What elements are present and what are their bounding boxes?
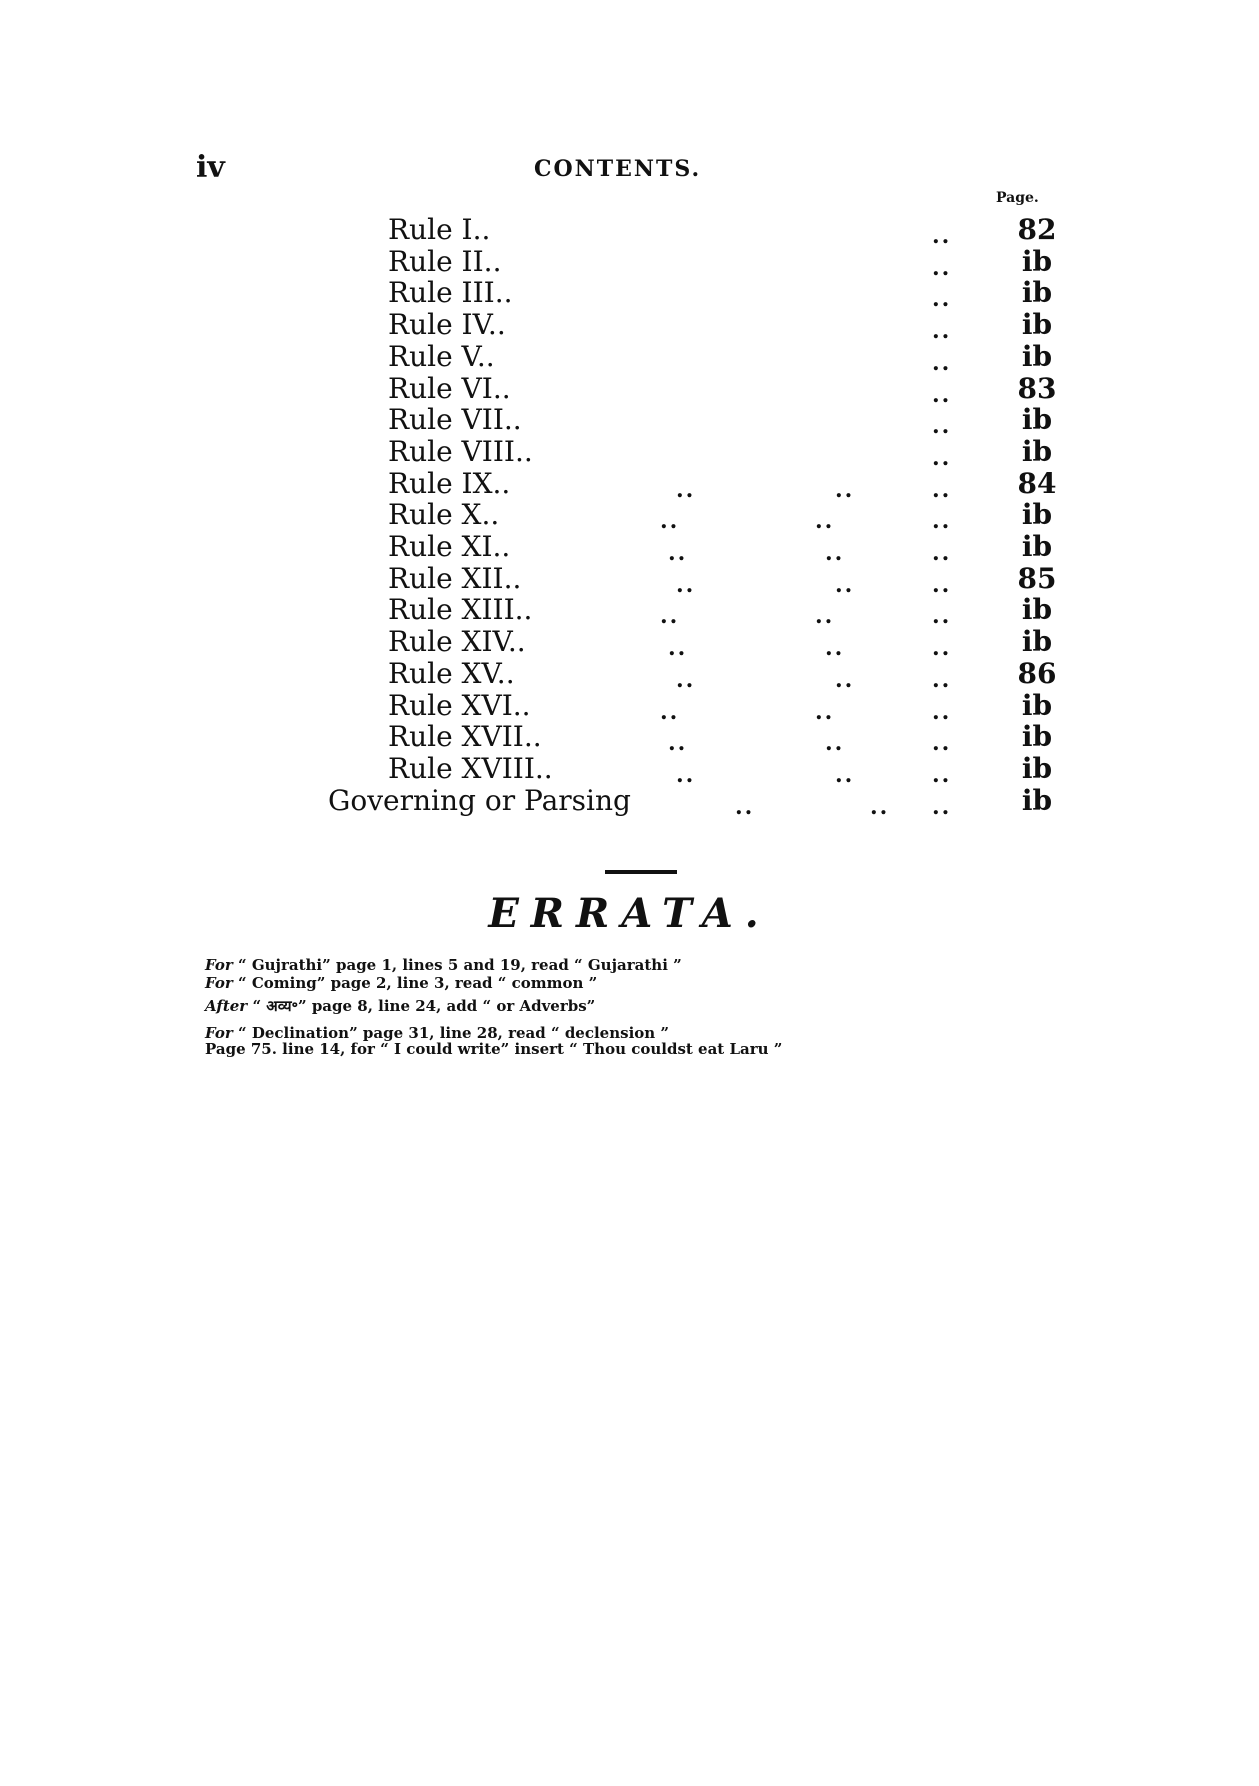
- toc-row: [0, 244, 1259, 281]
- toc-entry-page: 85: [1017, 561, 1057, 595]
- dot-leader: ..: [668, 730, 688, 757]
- page-column-label: Page.: [996, 190, 1039, 206]
- toc-entry-page: 84: [1017, 466, 1057, 500]
- dot-leader: ..: [676, 571, 696, 598]
- dot-leader: ..: [815, 698, 835, 725]
- dot-leader: ..: [676, 476, 696, 503]
- errata-line-text: “ अव्य॰” page 8, line 24, add “ or Adverbs”: [252, 997, 596, 1015]
- toc-row: [0, 213, 1259, 249]
- toc-entry-page: ib: [1021, 593, 1053, 627]
- errata-line-text: “ Gujrathi” page 1, lines 5 and 19, read “ Gujarathi ”: [237, 956, 682, 974]
- dot-leader: ..: [932, 223, 952, 249]
- dot-leader: ..: [735, 793, 755, 820]
- toc-row: [0, 434, 1259, 471]
- toc-entry-page: ib: [1021, 751, 1053, 785]
- toc-entry-label: Rule IV..: [388, 308, 506, 342]
- toc-entry-label: Rule XIV..: [388, 625, 526, 659]
- toc-entry-page: ib: [1021, 308, 1053, 342]
- errata-line: [205, 956, 682, 974]
- toc-entry-label: Rule XV..: [388, 656, 515, 690]
- dot-leader: ..: [932, 603, 952, 630]
- dot-leader: ..: [932, 444, 952, 471]
- toc-row: [0, 593, 1259, 630]
- page-number: iv: [196, 150, 225, 185]
- dot-leader: ..: [668, 635, 688, 662]
- toc-row: [0, 656, 1259, 693]
- toc-entry-label: Rule XII..: [388, 561, 522, 595]
- toc-entry-page: ib: [1021, 434, 1053, 468]
- dot-leader: ..: [932, 318, 952, 345]
- toc-row: [0, 498, 1259, 535]
- dot-leader: ..: [932, 761, 952, 788]
- toc-entry-page: ib: [1021, 688, 1053, 722]
- dot-leader: ..: [932, 698, 952, 725]
- toc-entry-label: Rule XIII..: [388, 593, 533, 627]
- dot-leader: ..: [815, 603, 835, 630]
- toc-row: [0, 308, 1259, 345]
- dot-leader: ..: [932, 476, 952, 503]
- dot-leader: ..: [660, 508, 680, 535]
- toc-entry-page: ib: [1021, 498, 1053, 532]
- toc-entry-label: Rule XVIII..: [388, 751, 553, 785]
- dot-leader: ..: [835, 761, 855, 788]
- dot-leader: ..: [932, 730, 952, 757]
- toc-entry-page: ib: [1021, 625, 1053, 659]
- toc-entry-label: Governing or Parsing: [328, 783, 631, 817]
- dot-leader: ..: [932, 413, 952, 440]
- toc-row: [0, 561, 1259, 598]
- dot-leader: ..: [835, 666, 855, 693]
- toc-entry-label: Rule XVI..: [388, 688, 531, 722]
- toc-entry-page: ib: [1021, 720, 1053, 754]
- toc-row: [0, 466, 1259, 503]
- dot-leader: ..: [676, 666, 696, 693]
- errata-line: [205, 1040, 782, 1058]
- dot-leader: ..: [815, 508, 835, 535]
- toc-row: [0, 688, 1259, 725]
- dot-leader: ..: [870, 793, 890, 820]
- errata-line: [205, 996, 595, 1016]
- errata-line-text: Page 75. line 14, for “ I could write” insert “ Thou couldst eat Laru ”: [205, 1040, 783, 1058]
- toc-entry-page: ib: [1021, 530, 1053, 563]
- toc-entry-label: Rule VII..: [388, 403, 522, 437]
- dot-leader: ..: [668, 540, 688, 566]
- toc-entry-page: 83: [1017, 371, 1057, 405]
- dot-leader: ..: [835, 571, 855, 598]
- dot-leader: ..: [932, 381, 952, 408]
- dot-leader: ..: [932, 635, 952, 662]
- dot-leader: ..: [932, 254, 952, 281]
- toc-entry-page: ib: [1021, 276, 1053, 310]
- toc-entry-label: Rule XVII..: [388, 720, 542, 754]
- dot-leader: ..: [825, 540, 845, 566]
- toc-row: [0, 276, 1259, 313]
- toc-entry-page: 86: [1017, 656, 1057, 690]
- errata-line-lead: For: [205, 956, 233, 974]
- dot-leader: ..: [825, 730, 845, 757]
- toc-entry-label: Rule V..: [388, 339, 495, 373]
- errata-line: [205, 974, 597, 992]
- toc-row: [0, 530, 1259, 566]
- toc-entry-label: Rule VI..: [388, 371, 511, 405]
- errata-line-lead: After: [205, 997, 248, 1015]
- toc-entry-label: Rule I..: [388, 213, 491, 246]
- toc-entry-label: Rule IX..: [388, 466, 511, 500]
- section-divider: [605, 870, 677, 874]
- dot-leader: ..: [835, 476, 855, 503]
- dot-leader: ..: [932, 793, 952, 820]
- errata-line-text: “ Declination” page 31, line 28, read “ declension ”: [237, 1024, 670, 1042]
- dot-leader: ..: [660, 603, 680, 630]
- toc-row: [0, 339, 1259, 376]
- toc-row: [0, 751, 1259, 788]
- toc-entry-page: ib: [1021, 339, 1053, 373]
- toc-entry-page: ib: [1021, 783, 1053, 817]
- toc-entry-label: Rule II..: [388, 244, 502, 278]
- dot-leader: ..: [932, 666, 952, 693]
- toc-row: [0, 371, 1259, 408]
- errata-line-text: “ Coming” page 2, line 3, read “ common ”: [237, 974, 598, 992]
- toc-entry-page: ib: [1021, 403, 1053, 437]
- dot-leader: ..: [932, 286, 952, 313]
- toc-row: [0, 783, 1259, 820]
- toc-entry-label: Rule XI..: [388, 530, 511, 563]
- dot-leader: ..: [932, 571, 952, 598]
- toc-row: [0, 625, 1259, 662]
- toc-entry-label: Rule III..: [388, 276, 513, 310]
- dot-leader: ..: [660, 698, 680, 725]
- running-head: CONTENTS.: [534, 156, 702, 182]
- dot-leader: ..: [932, 540, 952, 566]
- toc-entry-page: ib: [1021, 244, 1053, 278]
- dot-leader: ..: [932, 508, 952, 535]
- toc-entry-label: Rule X..: [388, 498, 500, 532]
- toc-entry-label: Rule VIII..: [388, 434, 533, 468]
- errata-line-lead: For: [205, 974, 233, 992]
- toc-row: [0, 720, 1259, 757]
- toc-row: [0, 403, 1259, 440]
- dot-leader: ..: [825, 635, 845, 662]
- toc-entry-page: 82: [1017, 213, 1057, 246]
- dot-leader: ..: [676, 761, 696, 788]
- dot-leader: ..: [932, 349, 952, 376]
- errata-line-lead: For: [205, 1024, 233, 1042]
- errata-title: ERRATA.: [488, 890, 771, 937]
